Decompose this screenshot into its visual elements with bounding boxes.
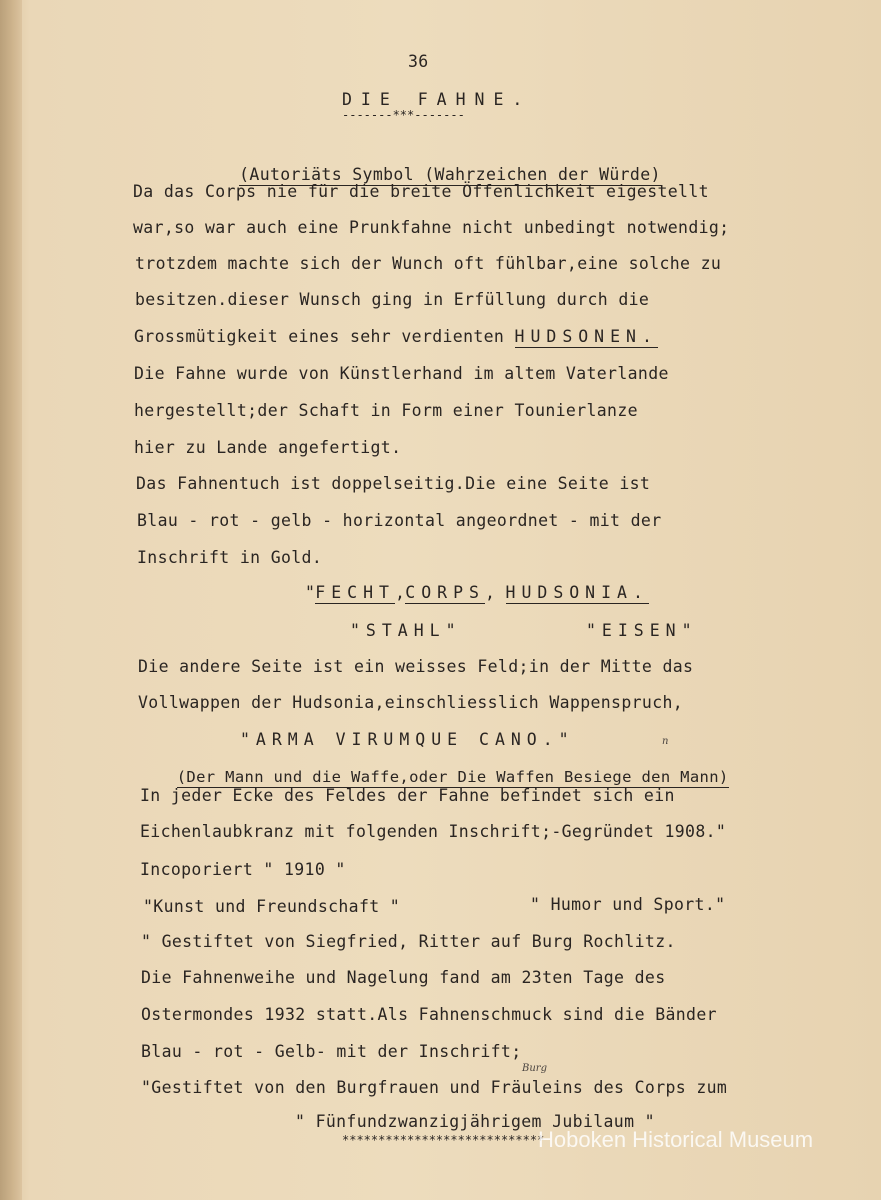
hudsonen-word: HUDSONEN. (514, 327, 658, 346)
paragraph2-line4: Das Fahnentuch ist doppelseitig.Die eine Seite ist (136, 474, 651, 493)
inscription-quote: " (305, 583, 316, 602)
paragraph4-line3: Incoporiert " 1910 " (140, 860, 346, 879)
corner-inscription-right: " Humor und Sport." (530, 895, 726, 914)
paragraph5-line6: " Fünfundzwanzigjährigem Jubilaum " (295, 1112, 655, 1131)
inscription-hudsonia: HUDSONIA. (505, 583, 649, 602)
inscription-line: "FECHT,CORPS, HUDSONIA. (305, 583, 649, 602)
page-edge (0, 0, 22, 1200)
paragraph1-line3: trotzdem machte sich der Wunch oft fühlbar,eine solche zu (135, 254, 722, 273)
title-rule: -------***------- (342, 108, 465, 122)
paragraph3-line1: Die andere Seite ist ein weisses Feld;in der Mitte das (138, 657, 694, 676)
paragraph1-line2: war,so war auch eine Prunkfahne nicht unbedingt notwendig; (133, 218, 730, 237)
inscription-corps: CORPS (405, 583, 485, 602)
paragraph2-line5: Blau - rot - gelb - horizontal angeordnet - mit der (137, 511, 662, 530)
paragraph4-line1: In jeder Ecke des Feldes der Fahne befindet sich ein (140, 786, 675, 805)
watermark: Hoboken Historical Museum (538, 1127, 814, 1152)
paragraph1-line1: Da das Corps nie für die breite Öffenlichkeit eigestellt (133, 182, 709, 201)
inscription-fecht: FECHT (315, 583, 395, 602)
handwritten-correction-n: n (662, 736, 669, 747)
paragraph1-line5 (134, 327, 658, 346)
motto-translation-text: (Der Mann und die Waffe,oder Die Waffen Besiege den Mann) (176, 768, 729, 786)
subtitle-text: (Autoriäts Symbol (Wahrzeichen der Würde) (239, 165, 661, 184)
paragraph5-line2: Die Fahnenweihe und Nagelung fand am 23ten Tage des (141, 968, 666, 987)
bottom-rule: **************************** (342, 1133, 545, 1147)
paragraph1-line5-text: Grossmütigkeit eines sehr verdienten (134, 327, 515, 346)
page-number: 36 (408, 52, 429, 71)
paragraph5-line3: Ostermondes 1932 statt.Als Fahnenschmuck sind die Bänder (141, 1005, 717, 1024)
inscription-eisen: "EISEN" (586, 621, 698, 640)
paragraph5-line5: "Gestiftet von den Burgfrauen und Fräuleins des Corps zum (141, 1078, 728, 1097)
paragraph1-line4: besitzen.dieser Wunsch ging in Erfüllung durch die (135, 290, 650, 309)
paragraph5-line1: " Gestiftet von Siegfried, Ritter auf Burg Rochlitz. (141, 932, 676, 951)
corner-inscription-left: "Kunst und Freundschaft " (143, 897, 401, 916)
paragraph5-line4: Blau - rot - Gelb- mit der Inschrift; (141, 1042, 522, 1061)
motto: "ARMA VIRUMQUE CANO." (240, 730, 575, 749)
page-title: DIE FAHNE. (342, 90, 532, 109)
handwritten-insertion-burg: Burg (522, 1063, 547, 1074)
paragraph2-line3: hier zu Lande angefertigt. (134, 438, 402, 457)
paragraph2-line2: hergestellt;der Schaft in Form einer Tounierlanze (134, 401, 638, 420)
paragraph3-line2: Vollwappen der Hudsonia,einschliesslich Wappenspruch, (138, 693, 684, 712)
paragraph2-line1: Die Fahne wurde von Künstlerhand im altem Vaterlande (134, 364, 669, 383)
paragraph4-line2: Eichenlaubkranz mit folgenden Inschrift;-Gegründet 1908." (140, 822, 727, 841)
paragraph2-line6: Inschrift in Gold. (137, 548, 323, 567)
inscription-stahl: "STAHL" (350, 621, 462, 640)
